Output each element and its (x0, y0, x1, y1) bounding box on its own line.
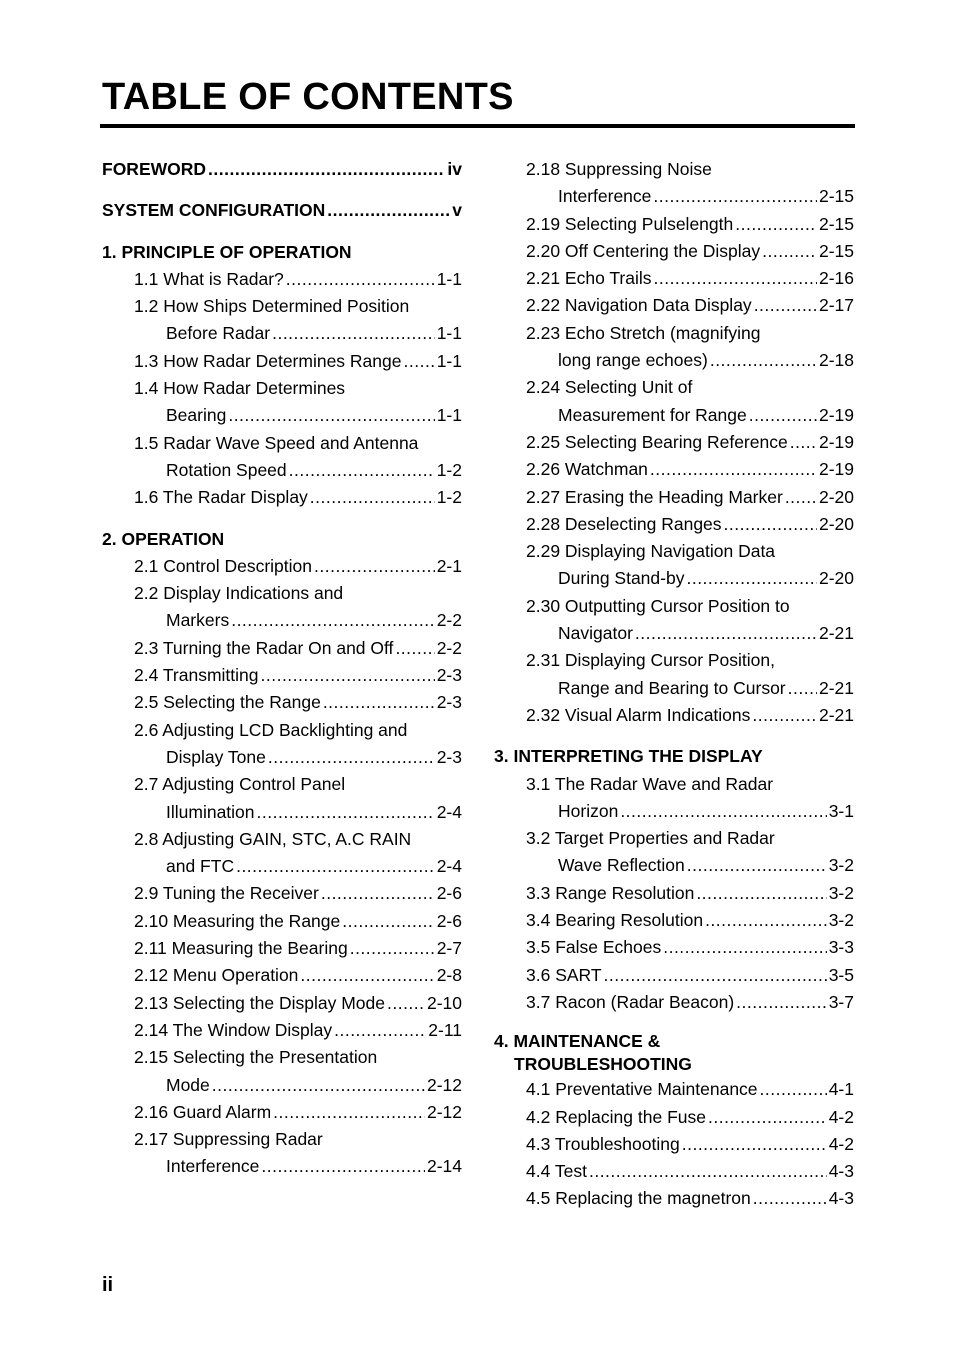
toc-entry[interactable] (102, 266, 462, 293)
toc-entry-title: Display Tone (166, 746, 266, 767)
toc-entry[interactable] (494, 1185, 854, 1212)
section-gap (102, 512, 462, 526)
toc-page-number: 2-21 (818, 623, 854, 644)
toc-page-number: 2-6 (436, 910, 462, 931)
toc-entry-title-line[interactable] (102, 717, 462, 744)
dot-leader (635, 620, 817, 647)
toc-page-number: 2-15 (818, 240, 854, 261)
toc-entry-title: 1.5 Radar Wave Speed and Antenna (134, 432, 419, 453)
toc-page-number: 2-18 (818, 350, 854, 371)
toc-section-heading[interactable] (102, 526, 462, 553)
dot-leader (387, 990, 425, 1017)
toc-entry-title-line[interactable] (494, 374, 854, 401)
toc-entry[interactable] (494, 880, 854, 907)
toc-page-number: 2-19 (818, 431, 854, 452)
dot-leader (752, 702, 817, 729)
dot-leader (749, 402, 817, 429)
toc-section-heading[interactable] (102, 239, 462, 266)
toc-entry-title: 2.20 Off Centering the Display (526, 240, 761, 261)
dot-leader (327, 197, 450, 224)
dot-leader (710, 347, 817, 374)
toc-entry-title: 1.2 How Ships Determined Position (134, 296, 410, 317)
toc-entry-continued[interactable] (102, 799, 462, 826)
toc-entry-title: 2.29 Displaying Navigation Data (526, 541, 776, 562)
dot-leader (653, 183, 817, 210)
dot-leader (790, 429, 817, 456)
toc-entry-title: 2.6 Adjusting LCD Backlighting and (134, 719, 408, 740)
toc-page-number: 2-21 (818, 677, 854, 698)
toc-page-number: iv (447, 159, 462, 179)
toc-entry-title: 2.9 Tuning the Receiver (134, 883, 319, 904)
toc-page-number: 2-21 (818, 704, 854, 725)
toc-entry-title: 2.5 Selecting the Range (134, 692, 321, 713)
dot-leader (785, 484, 817, 511)
toc-page-number: 2-3 (436, 746, 462, 767)
toc-entry-title: and FTC (166, 856, 235, 877)
dot-leader (686, 565, 817, 592)
toc-entry-title: 2.27 Erasing the Heading Marker (526, 486, 783, 507)
toc-entry-title: 2.7 Adjusting Control Panel (134, 774, 346, 795)
toc-page-number: 2-19 (818, 459, 854, 480)
page-title: TABLE OF CONTENTS (102, 76, 514, 118)
toc-entry-title: Horizon (558, 800, 619, 821)
toc-entry-title: Wave Reflection (558, 855, 685, 876)
toc-entry-title: 4.1 Preventative Maintenance (526, 1079, 758, 1100)
toc-entry-title: 2.2 Display Indications and (134, 583, 344, 604)
toc-page-number: 2-2 (436, 610, 462, 631)
toc-entry-title: 3.6 SART (526, 964, 602, 985)
toc-entry-title: 4.4 Test (526, 1161, 587, 1182)
dot-leader (404, 348, 435, 375)
toc-entry-title: 2.16 Guard Alarm (134, 1101, 272, 1122)
dot-leader (321, 880, 435, 907)
toc-entry-title-line[interactable] (102, 430, 462, 457)
toc-section-heading[interactable] (494, 743, 854, 770)
dot-leader (286, 266, 435, 293)
toc-entry[interactable] (494, 934, 854, 961)
dot-leader (589, 1158, 827, 1185)
toc-entry[interactable] (102, 990, 462, 1017)
toc-section-heading[interactable]: 4. MAINTENANCE & (494, 1031, 661, 1052)
toc-entry-title: Navigator (558, 623, 633, 644)
toc-entry[interactable] (102, 880, 462, 907)
toc-entry[interactable] (494, 1131, 854, 1158)
toc-entry-title: 2.15 Selecting the Presentation (134, 1047, 378, 1068)
dot-leader (300, 962, 434, 989)
toc-entry[interactable] (494, 211, 854, 238)
toc-entry-title: 2.25 Selecting Bearing Reference (526, 431, 788, 452)
toc-entry[interactable] (494, 238, 854, 265)
toc-entry-title-line[interactable] (102, 1126, 462, 1153)
toc-entry-continued[interactable] (102, 744, 462, 771)
toc-page-number: 2-16 (818, 268, 854, 289)
toc-page-number: 1-2 (436, 459, 462, 480)
toc-entry-title: 1.4 How Radar Determines (134, 378, 346, 399)
toc-page-number: 2-19 (818, 404, 854, 425)
toc-page-number: 2-11 (428, 1019, 462, 1040)
dot-leader (289, 457, 435, 484)
dot-leader (762, 238, 817, 265)
toc-entry-title: 2.28 Deselecting Ranges (526, 513, 722, 534)
dot-leader (395, 635, 434, 662)
toc-entry[interactable] (102, 662, 462, 689)
toc-entry[interactable] (102, 553, 462, 580)
toc-page-number: 2-14 (426, 1156, 462, 1177)
dot-leader (273, 1099, 425, 1126)
toc-entry-title: 2.4 Transmitting (134, 665, 259, 686)
dot-leader (310, 484, 435, 511)
toc-page-number: 1-1 (436, 323, 462, 344)
toc-entry-title: During Stand-by (558, 568, 685, 589)
page-number: ii (102, 1274, 114, 1296)
toc-entry-title: 2.11 Measuring the Bearing (134, 938, 348, 959)
toc-right-column (494, 156, 854, 1213)
section-gap (102, 183, 462, 197)
toc-page-number: 2-2 (436, 637, 462, 658)
toc-page-number: 2-12 (426, 1101, 462, 1122)
dot-leader (620, 798, 826, 825)
toc-entry-title: 2.32 Visual Alarm Indications (526, 704, 751, 725)
toc-entry-title: 2.8 Adjusting GAIN, STC, A.C RAIN (134, 828, 412, 849)
toc-entry-title-line[interactable] (102, 375, 462, 402)
toc-entry-title: 2.17 Suppressing Radar (134, 1129, 323, 1150)
toc-entry-continued[interactable] (102, 402, 462, 429)
toc-entry[interactable] (102, 935, 462, 962)
dot-leader (753, 1185, 827, 1212)
toc-entry[interactable] (494, 1104, 854, 1131)
toc-entry[interactable] (494, 702, 854, 729)
toc-entry-title-line[interactable] (494, 771, 854, 798)
toc-entry[interactable] (494, 907, 854, 934)
toc-entry-title: 3.4 Bearing Resolution (526, 910, 704, 931)
toc-page-number: 2-6 (436, 883, 462, 904)
toc-entry[interactable] (102, 908, 462, 935)
dot-leader (687, 852, 827, 879)
section-gap (102, 225, 462, 239)
toc-entry-continued[interactable] (102, 1072, 462, 1099)
toc-entry-title: 2.26 Watchman (526, 459, 648, 480)
toc-entry-title-line[interactable] (494, 320, 854, 347)
toc-page-number: 2-20 (818, 513, 854, 534)
toc-page-number: 4-3 (828, 1161, 854, 1182)
toc-entry[interactable] (102, 689, 462, 716)
toc-entry-title: 3.7 Racon (Radar Beacon) (526, 991, 735, 1012)
toc-entry-title: 2.12 Menu Operation (134, 965, 299, 986)
toc-page-number: 1-1 (436, 350, 462, 371)
section-gap (494, 1016, 854, 1030)
toc-entry-title: Range and Bearing to Cursor (558, 677, 786, 698)
toc-page-number: 2-20 (818, 568, 854, 589)
toc-page-number: 2-17 (818, 295, 854, 316)
toc-entry-title: Bearing (166, 405, 227, 426)
toc-entry-title: Markers (166, 610, 230, 631)
toc-entry-title: 2.30 Outputting Cursor Position to (526, 595, 790, 616)
dot-leader (228, 402, 434, 429)
toc-entry-title-line[interactable] (494, 538, 854, 565)
toc-page-number: 2-15 (818, 213, 854, 234)
toc-entry-continued[interactable] (494, 565, 854, 592)
toc-page-number: 2-1 (436, 555, 462, 576)
toc-page-number: 3-1 (828, 800, 854, 821)
dot-leader (724, 511, 817, 538)
toc-heading-entry[interactable] (102, 156, 462, 183)
dot-leader (708, 1104, 827, 1131)
section-gap (494, 729, 854, 743)
dot-leader (212, 1072, 425, 1099)
dot-leader (272, 320, 435, 347)
toc-entry-title: 3. INTERPRETING THE DISPLAY (494, 746, 763, 767)
toc-entry[interactable] (494, 429, 854, 456)
toc-entry-title: 4.5 Replacing the magnetron (526, 1188, 751, 1209)
toc-page-number: 2-10 (426, 992, 462, 1013)
toc-page-number: 2-7 (436, 938, 462, 959)
toc-entry-title-line[interactable] (494, 825, 854, 852)
toc-entry-title: 2.13 Selecting the Display Mode (134, 992, 385, 1013)
dot-leader (705, 907, 827, 934)
toc-entry-title: 2.24 Selecting Unit of (526, 377, 693, 398)
toc-entry-continued[interactable] (494, 347, 854, 374)
toc-entry[interactable] (102, 1099, 462, 1126)
toc-page-number: 3-7 (828, 991, 854, 1012)
toc-page-number: 4-1 (828, 1079, 854, 1100)
dot-leader (663, 934, 826, 961)
toc-entry-title: 1.1 What is Radar? (134, 268, 284, 289)
dot-leader (650, 456, 817, 483)
dot-leader (257, 799, 435, 826)
toc-entry-title: Mode (166, 1074, 210, 1095)
toc-entry-title: SYSTEM CONFIGURATION (102, 200, 326, 221)
toc-page-number: 2-3 (436, 692, 462, 713)
toc-entry-title: 2.19 Selecting Pulselength (526, 213, 734, 234)
toc-entry-title: 4.3 Troubleshooting (526, 1133, 680, 1154)
dot-leader (696, 880, 826, 907)
toc-entry-title: Rotation Speed (166, 459, 287, 480)
dot-leader (682, 1131, 827, 1158)
toc-page-number: 2-4 (436, 856, 462, 877)
toc-entry[interactable] (494, 1158, 854, 1185)
toc-entry-title: Measurement for Range (558, 404, 747, 425)
toc-entry-title-line[interactable] (102, 293, 462, 320)
toc-page-number: 3-5 (828, 964, 854, 985)
toc-entry-title: 3.3 Range Resolution (526, 882, 695, 903)
toc-entry[interactable] (494, 265, 854, 292)
toc-entry-continued[interactable] (494, 620, 854, 647)
toc-entry[interactable] (494, 989, 854, 1016)
toc-entry-title: 2.31 Displaying Cursor Position, (526, 650, 776, 671)
toc-page-number: 4-2 (828, 1106, 854, 1127)
toc-entry-title: 2.22 Navigation Data Display (526, 295, 752, 316)
toc-left-column (102, 156, 462, 1181)
toc-entry-title: Before Radar (166, 323, 271, 344)
toc-page-number: v (452, 200, 462, 221)
dot-leader (735, 211, 817, 238)
toc-entry[interactable] (102, 1017, 462, 1044)
toc-page-number: 2-8 (436, 965, 462, 986)
toc-entry-title: 3.2 Target Properties and Radar (526, 828, 775, 849)
toc-entry-continued[interactable] (102, 320, 462, 347)
toc-heading-entry[interactable] (102, 197, 462, 224)
toc-page-number: 2-3 (436, 665, 462, 686)
toc-page-number: 2-20 (818, 486, 854, 507)
toc-entry[interactable] (494, 484, 854, 511)
toc-entry-title: 2.1 Control Description (134, 555, 312, 576)
dot-leader (323, 689, 435, 716)
toc-entry-continued[interactable] (102, 457, 462, 484)
toc-page-number: 3-2 (828, 910, 854, 931)
toc-page-number: 2-12 (426, 1074, 462, 1095)
toc-entry-title-line[interactable] (494, 156, 854, 183)
dot-leader (261, 1153, 425, 1180)
dot-leader (760, 1076, 827, 1103)
toc-entry[interactable] (494, 456, 854, 483)
toc-page-number: 3-2 (828, 855, 854, 876)
toc-entry-title: 2.14 The Window Display (134, 1019, 333, 1040)
toc-entry-title-line[interactable] (102, 1044, 462, 1071)
toc-entry-continued[interactable] (494, 675, 854, 702)
dot-leader (268, 744, 435, 771)
dot-leader (231, 607, 435, 634)
toc-page-number: 1-1 (436, 405, 462, 426)
toc-entry[interactable] (494, 962, 854, 989)
toc-entry-continued[interactable] (494, 852, 854, 879)
toc-entry-title: 1. PRINCIPLE OF OPERATION (102, 241, 352, 262)
toc-entry-title: Illumination (166, 801, 255, 822)
toc-entry-title: Interference (558, 186, 652, 207)
toc-entry-title: 1.6 The Radar Display (134, 487, 308, 508)
toc-entry[interactable] (102, 635, 462, 662)
dot-leader (334, 1017, 426, 1044)
toc-page-number: 1-2 (436, 487, 462, 508)
toc-entry-title: 3.5 False Echoes (526, 937, 662, 958)
title-rule (100, 124, 855, 128)
toc-entry[interactable] (494, 1076, 854, 1103)
dot-leader (604, 962, 827, 989)
toc-entry-title: 2. OPERATION (102, 528, 225, 549)
toc-entry-title-line[interactable] (102, 580, 462, 607)
toc-entry[interactable] (102, 484, 462, 511)
dot-leader (788, 675, 817, 702)
toc-entry-title: 3.1 The Radar Wave and Radar (526, 773, 774, 794)
dot-leader (736, 989, 827, 1016)
dot-leader (653, 265, 816, 292)
toc-entry-title-line[interactable] (102, 771, 462, 798)
toc-page-number: 4-3 (828, 1188, 854, 1209)
toc-entry-title-line[interactable] (494, 593, 854, 620)
dot-leader (342, 908, 434, 935)
toc-entry[interactable] (102, 348, 462, 375)
toc-entry-continued[interactable] (102, 853, 462, 880)
toc-page-number: 4-2 (828, 1133, 854, 1154)
toc-entry-continued[interactable] (494, 402, 854, 429)
toc-page-number: 1-1 (436, 268, 462, 289)
toc-page-number: 3-3 (828, 937, 854, 958)
toc-entry-title: 2.21 Echo Trails (526, 268, 652, 289)
toc-entry-title: FOREWORD (102, 159, 207, 179)
dot-leader (261, 662, 435, 689)
toc-entry-title: 4.2 Replacing the Fuse (526, 1106, 706, 1127)
toc-entry-title: long range echoes) (558, 350, 708, 371)
toc-page-number: 2-15 (818, 186, 854, 207)
dot-leader (314, 553, 435, 580)
toc-entry-title: 1.3 How Radar Determines Range (134, 350, 402, 371)
dot-leader (350, 935, 435, 962)
toc-entry-continued[interactable] (102, 1153, 462, 1180)
toc-page-number: 2-4 (436, 801, 462, 822)
toc-entry-title-line[interactable] (494, 647, 854, 674)
toc-entry[interactable] (494, 511, 854, 538)
toc-entry[interactable] (102, 962, 462, 989)
toc-entry-continued[interactable] (102, 607, 462, 634)
dot-leader (236, 853, 435, 880)
toc-entry-title-line[interactable] (102, 826, 462, 853)
toc-entry-title: 2.18 Suppressing Noise (526, 159, 712, 179)
dot-leader (754, 292, 817, 319)
toc-page-number: 3-2 (828, 882, 854, 903)
toc-entry-continued[interactable] (494, 183, 854, 210)
toc-entry[interactable] (494, 292, 854, 319)
toc-entry-title: Interference (166, 1156, 260, 1177)
toc-entry-title: 2.3 Turning the Radar On and Off (134, 637, 394, 658)
toc-entry-title: 2.10 Measuring the Range (134, 910, 341, 931)
toc-entry-continued[interactable] (494, 798, 854, 825)
dot-leader (208, 156, 445, 183)
toc-entry-title: 2.23 Echo Stretch (magnifying (526, 322, 761, 343)
toc-section-heading-continued[interactable]: TROUBLESHOOTING (514, 1054, 692, 1075)
